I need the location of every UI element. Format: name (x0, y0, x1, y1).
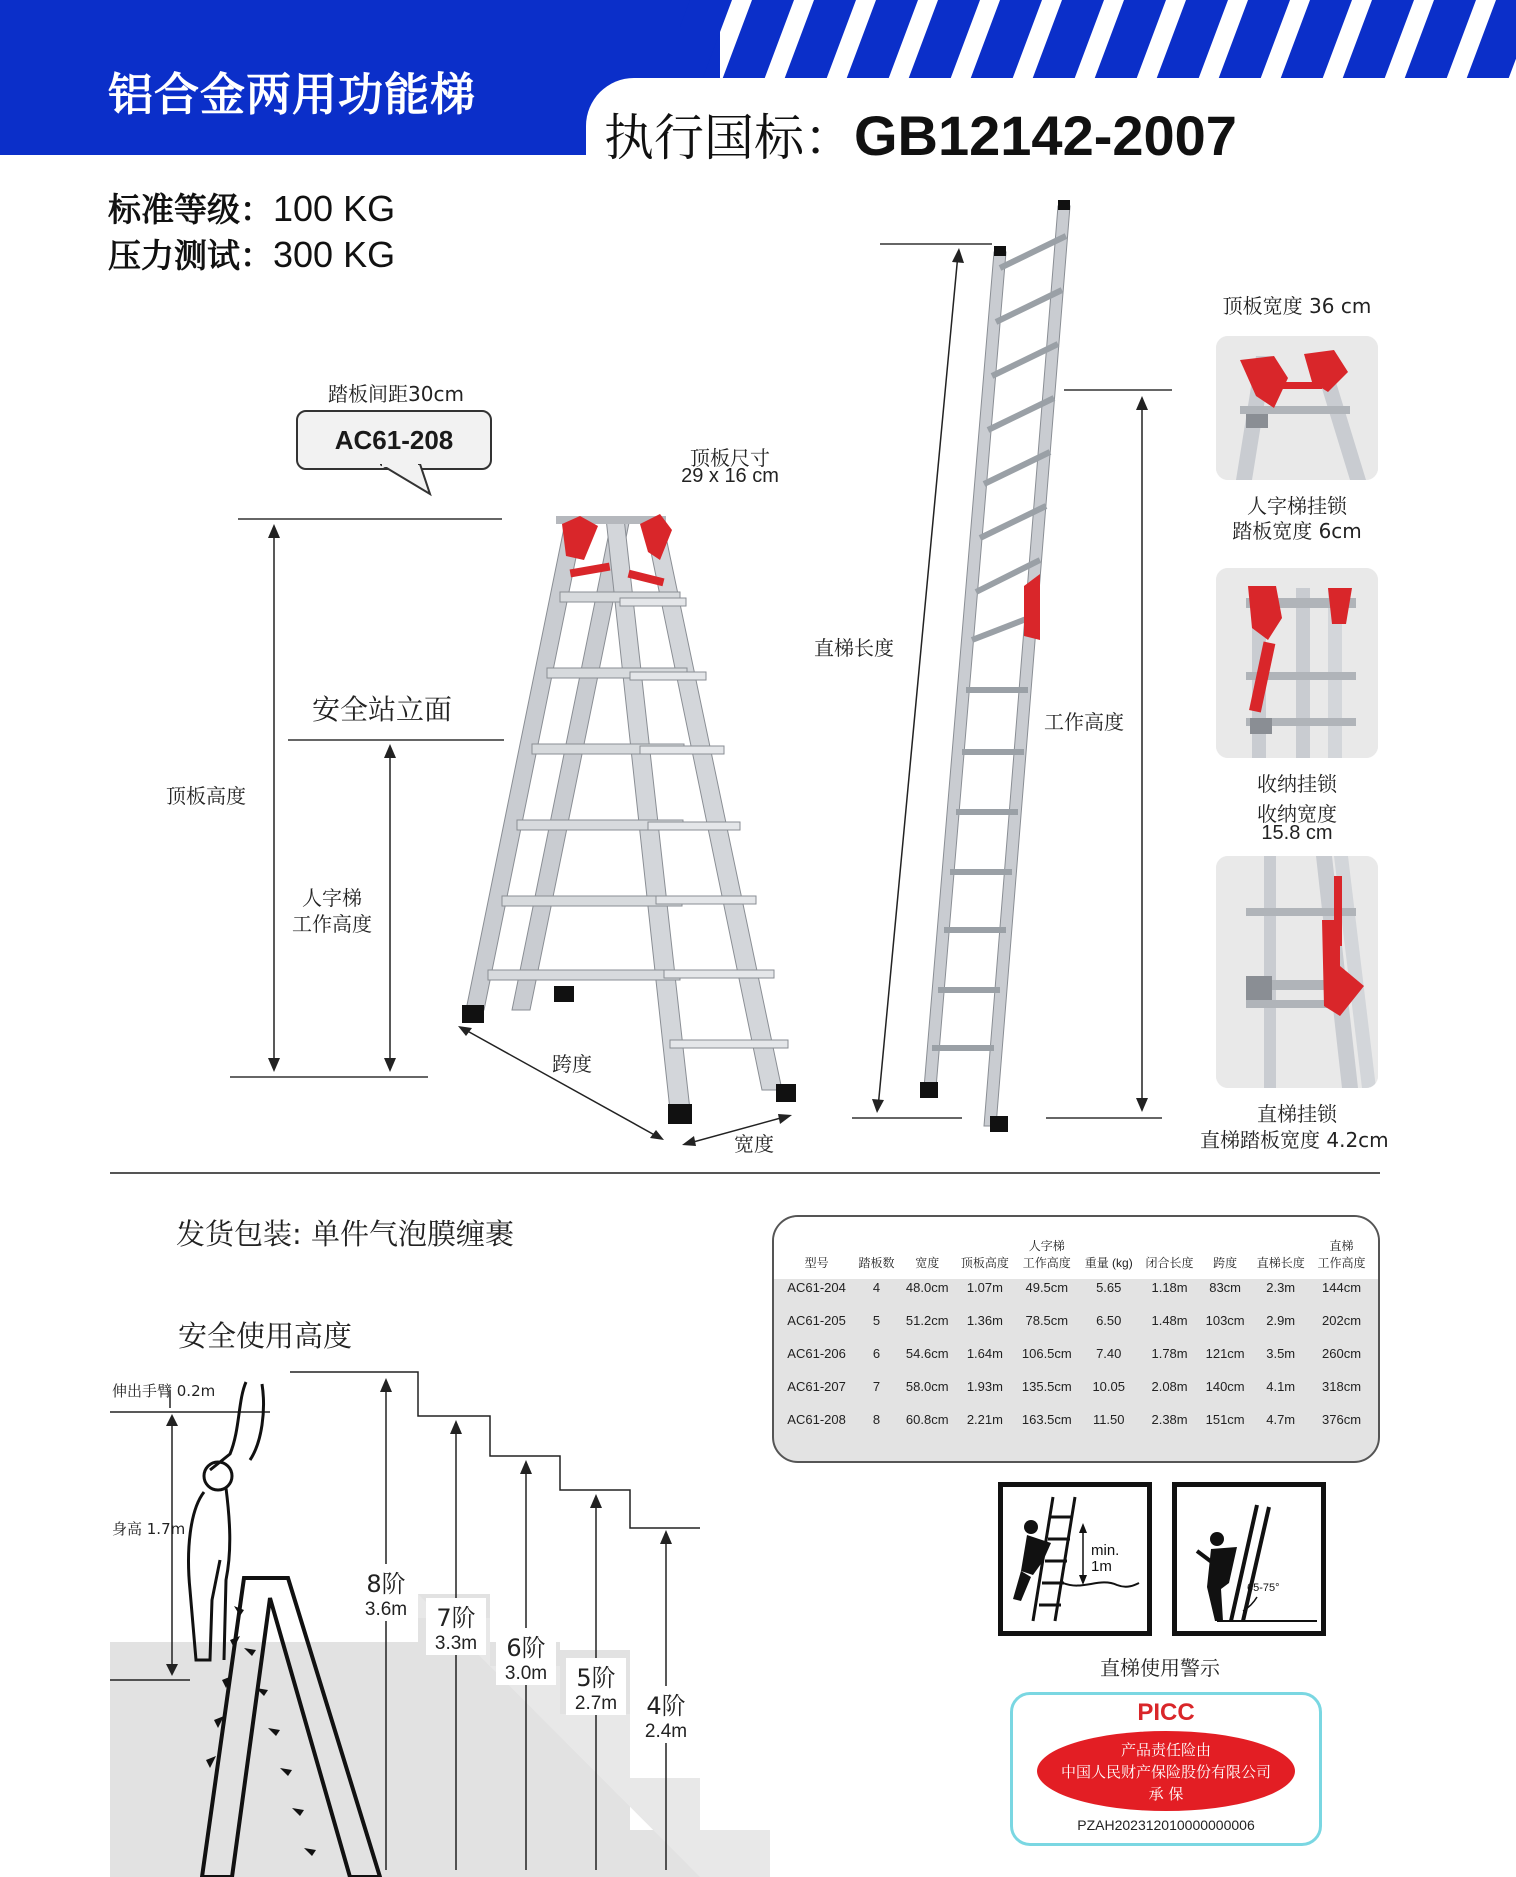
table-row (780, 1271, 1372, 1304)
photo3-caption-1: 直梯挂锁 (1257, 1102, 1337, 1126)
spec-table-header-cell: 跨度 (1213, 1256, 1238, 1270)
spec-table-header-row (780, 1235, 1372, 1271)
step-8-height: 3.6m (364, 1599, 408, 1620)
straight-ladder (920, 200, 1070, 1132)
detail-photo-1 (1216, 336, 1378, 480)
model-callout: AC61-208 (296, 410, 492, 470)
step-6-count: 6阶 (506, 1634, 546, 1662)
step-8-label (356, 1564, 416, 1621)
table-cell: 144cm (1322, 1280, 1362, 1295)
arm-label: 伸出手臂 0.2m (112, 1382, 216, 1400)
table-cell: 2.08m (1151, 1379, 1188, 1394)
aframe-work-height-line2: 工作高度 (292, 912, 372, 936)
grade-label: 标准等级： (108, 190, 273, 229)
table-cell: 1.93m (966, 1379, 1003, 1394)
table-cell: 1.18m (1151, 1280, 1188, 1295)
body-label: 身高 1.7m (112, 1520, 186, 1538)
spec-table-header-cell: 闭合长度 (1145, 1256, 1194, 1270)
table-cell: 5.65 (1096, 1280, 1122, 1295)
step-4-height: 2.4m (644, 1721, 688, 1742)
step-6-label (496, 1628, 556, 1685)
table-cell: 103cm (1205, 1313, 1245, 1328)
photo1-caption-1: 人字梯挂锁 (1247, 494, 1347, 518)
table-cell: 1.78m (1151, 1346, 1188, 1361)
table-cell: AC61-207 (787, 1379, 846, 1394)
table-row (780, 1370, 1372, 1403)
top-plate-size: 29 x 16 cm (681, 465, 779, 487)
picc-line-1: 产品责任险由 (1120, 1741, 1211, 1759)
step-4-count: 4阶 (646, 1692, 686, 1720)
step-5-height: 2.7m (574, 1693, 618, 1714)
table-cell: 2.3m (1266, 1280, 1296, 1295)
packaging-label: 发货包装: 单件气泡膜缠裹 (176, 1217, 514, 1251)
width-label: 宽度 (734, 1132, 774, 1156)
table-cell: 7.40 (1096, 1346, 1122, 1361)
photo2-caption-2: 收纳宽度 (1257, 802, 1337, 826)
warning-min-distance (998, 1482, 1152, 1636)
table-cell: 60.8cm (905, 1412, 949, 1427)
table-cell: 260cm (1322, 1346, 1362, 1361)
step-4-label (636, 1686, 696, 1743)
table-cell: 51.2cm (905, 1313, 949, 1328)
spec-table-header-cell: 直梯 工作高度 (1317, 1239, 1366, 1270)
test-label: 压力测试： (108, 236, 273, 275)
top-height-label: 顶板高度 (166, 784, 246, 808)
table-cell: 49.5cm (1025, 1280, 1069, 1295)
table-cell: 11.50 (1092, 1412, 1125, 1427)
table-cell: 6 (872, 1346, 881, 1361)
spec-table (780, 1235, 1372, 1436)
spec-table-header-cell: 宽度 (915, 1256, 940, 1270)
table-cell: 7 (872, 1379, 881, 1394)
table-cell: AC61-205 (787, 1313, 846, 1328)
test-value: 300 KG (273, 234, 396, 275)
step-5-label (566, 1658, 626, 1715)
table-cell: 58.0cm (905, 1379, 949, 1394)
table-cell: 1.36m (966, 1313, 1003, 1328)
table-cell: 78.5cm (1025, 1313, 1069, 1328)
warning-caption: 直梯使用警示 (1100, 1656, 1220, 1680)
safe-height-title: 安全使用高度 (178, 1319, 353, 1353)
picc-line-3: 承 保 (1148, 1785, 1184, 1803)
photo1-caption-2: 踏板宽度 6cm (1232, 519, 1362, 543)
table-cell: 2.38m (1151, 1412, 1188, 1427)
spec-table-header-cell: 人字梯 工作高度 (1022, 1239, 1071, 1270)
step-spacing-label: 踏板间距30cm (328, 382, 464, 406)
spec-table-header-cell: 重量 (kg) (1084, 1256, 1133, 1270)
table-cell: 5 (872, 1313, 881, 1328)
table-cell: 121cm (1205, 1346, 1245, 1361)
table-cell: 4.1m (1266, 1379, 1296, 1394)
table-cell: 83cm (1209, 1280, 1242, 1295)
step-7-count: 7阶 (436, 1604, 476, 1632)
table-cell: AC61-208 (787, 1412, 846, 1427)
spec-table-header-cell: 直梯长度 (1256, 1256, 1305, 1270)
straight-length-label: 直梯长度 (814, 636, 894, 660)
aframe-work-height-line1: 人字梯 (302, 886, 362, 910)
table-cell: 376cm (1322, 1412, 1362, 1427)
spec-table-header-cell: 型号 (804, 1256, 829, 1270)
straight-work-height-label: 工作高度 (1044, 710, 1124, 734)
spec-table-header-cell: 顶板高度 (960, 1256, 1009, 1270)
photo3-caption-2: 直梯踏板宽度 4.2cm (1200, 1128, 1389, 1152)
section-divider (110, 1172, 1380, 1174)
top-width-label: 顶板宽度 36 cm (1222, 294, 1372, 318)
span-label: 跨度 (552, 1052, 592, 1076)
table-row (780, 1337, 1372, 1370)
table-cell: 1.48m (1151, 1313, 1188, 1328)
picc-logo-text: PICC (1137, 1699, 1195, 1726)
step-7-label (426, 1598, 486, 1655)
step-6-height: 3.0m (504, 1663, 548, 1684)
step-7-height: 3.3m (434, 1633, 478, 1654)
detail-photo-3 (1216, 856, 1378, 1088)
table-cell: 6.50 (1096, 1313, 1122, 1328)
table-cell: 1.64m (966, 1346, 1003, 1361)
table-cell: 1.07m (966, 1280, 1003, 1295)
picc-line-2: 中国人民财产保险股份有限公司 (1060, 1763, 1271, 1781)
warning-min-value: 1m (1091, 1558, 1112, 1575)
picc-policy-number: PZAH202312010000000006 (1077, 1817, 1255, 1833)
table-row (780, 1304, 1372, 1337)
step-8-count: 8阶 (366, 1570, 406, 1598)
grade-value: 100 KG (273, 188, 396, 229)
table-cell: 48.0cm (905, 1280, 949, 1295)
table-cell: 4 (872, 1280, 881, 1295)
table-cell: 3.5m (1266, 1346, 1296, 1361)
safe-standing-label: 安全站立面 (312, 693, 453, 726)
table-cell: 2.9m (1266, 1313, 1296, 1328)
insurance-badge (1010, 1692, 1322, 1846)
detail-photo-2 (1216, 568, 1378, 758)
standard-label: 执行国标： (604, 109, 854, 167)
table-cell: AC61-206 (787, 1346, 846, 1361)
warning-min-label: min. (1091, 1542, 1120, 1559)
table-cell: 140cm (1205, 1379, 1245, 1394)
top-plate-label: 顶板尺寸 (690, 446, 770, 470)
photo2-caption-3: 15.8 cm (1261, 822, 1333, 844)
table-cell: 135.5cm (1021, 1379, 1072, 1394)
standard-code: GB12142-2007 (854, 104, 1237, 167)
table-row (780, 1403, 1372, 1436)
spec-table-header-cell: 踏板数 (858, 1256, 895, 1270)
table-cell: 10.05 (1092, 1379, 1125, 1394)
warning-angle (1172, 1482, 1326, 1636)
table-cell: AC61-204 (787, 1280, 846, 1295)
table-cell: 318cm (1322, 1379, 1362, 1394)
table-cell: 163.5cm (1021, 1412, 1072, 1427)
warning-angle-label: 65-75° (1247, 1582, 1280, 1594)
a-frame-ladder (462, 514, 796, 1124)
table-cell: 106.5cm (1021, 1346, 1072, 1361)
table-cell: 202cm (1322, 1313, 1362, 1328)
table-cell: 54.6cm (905, 1346, 949, 1361)
table-cell: 2.21m (966, 1412, 1003, 1427)
step-5-count: 5阶 (576, 1664, 616, 1692)
photo2-caption-1: 收纳挂锁 (1257, 772, 1337, 796)
table-cell: 4.7m (1266, 1412, 1296, 1427)
table-cell: 151cm (1205, 1412, 1245, 1427)
page-title: 铝合金两用功能梯 (108, 68, 477, 121)
spec-table-panel (772, 1215, 1380, 1463)
table-cell: 8 (872, 1412, 881, 1427)
